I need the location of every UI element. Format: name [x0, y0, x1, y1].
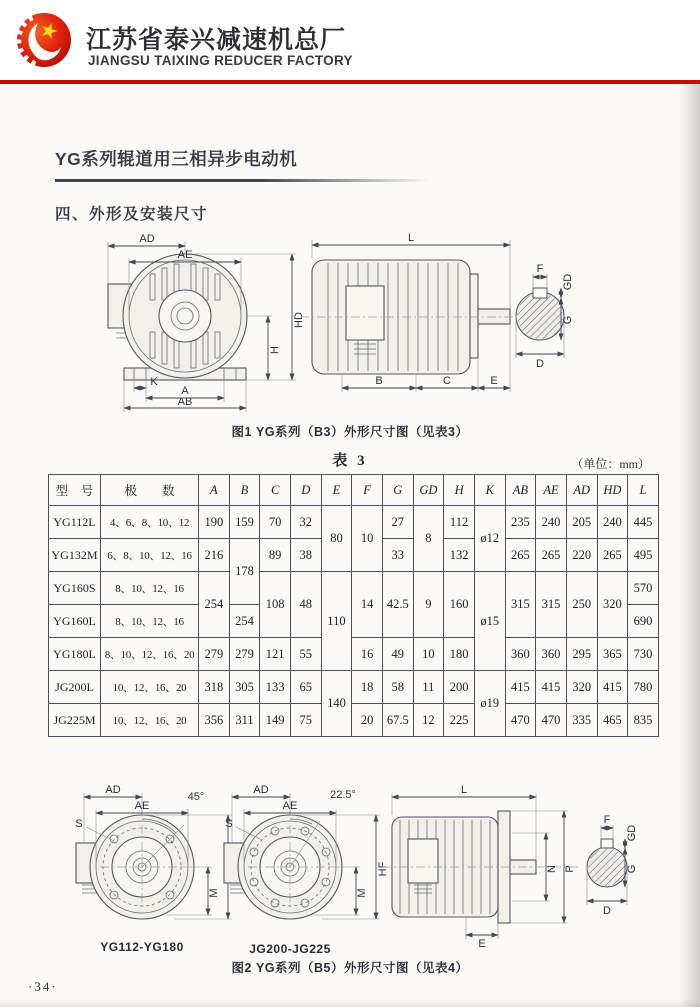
cell-model: YG132M: [49, 539, 101, 572]
cell: 320: [566, 671, 597, 704]
cell: 315: [505, 572, 536, 638]
cell-model: YG160S: [49, 572, 101, 605]
table-3-unit: （单位：mm）: [571, 457, 650, 471]
cell: 112: [444, 506, 475, 539]
cell-model: JG200L: [49, 671, 101, 704]
cell: 27: [382, 506, 413, 539]
dim-label-hf: HF: [377, 861, 389, 877]
cell: 20: [352, 704, 383, 737]
cell: 159: [229, 506, 260, 539]
figure-2: [50, 783, 650, 961]
dim-label-e: E: [478, 938, 486, 950]
cell: 470: [536, 704, 567, 737]
dim-label-h: H: [269, 346, 281, 354]
cell-poles: 4、6、8、10、12: [101, 506, 199, 539]
cell: 67.5: [382, 704, 413, 737]
fig1-shaft-section-drawing: [516, 263, 574, 370]
gear-star-logo: [12, 8, 76, 72]
dim-label-45deg: 45°: [187, 791, 205, 803]
dim-label-ad: AD: [105, 784, 121, 796]
cell: 835: [628, 704, 659, 737]
col-header-e: E: [321, 475, 352, 506]
table-row: [49, 572, 659, 605]
page-title: YG系列辊道用三相异步电动机: [55, 149, 298, 169]
cell: 132: [444, 539, 475, 572]
cell: 415: [597, 671, 628, 704]
dim-label-s: S: [225, 818, 233, 830]
cell: 495: [628, 539, 659, 572]
col-header-gd: GD: [413, 475, 444, 506]
cell: 121: [260, 638, 291, 671]
cell: 254: [199, 572, 230, 638]
cell: 205: [566, 506, 597, 539]
cell-poles: 10、12、16、20: [101, 704, 199, 737]
fig2-side-view-drawing: [382, 784, 578, 950]
cell: 55: [290, 638, 321, 671]
table-header-row: [49, 475, 659, 506]
cell: 89: [260, 539, 291, 572]
dim-label-ad: AD: [139, 233, 155, 245]
cell: 8: [413, 506, 444, 572]
dim-label-f: F: [536, 263, 544, 275]
cell: 311: [229, 704, 260, 737]
dim-label-g: G: [562, 315, 574, 325]
header-rule: [0, 80, 700, 84]
dim-label-d: D: [536, 358, 544, 370]
cell: 10: [352, 506, 383, 572]
cell: 58: [382, 671, 413, 704]
fig2-shaft-section-drawing: [587, 814, 638, 917]
dim-label-m: M: [208, 888, 220, 898]
cell: 65: [290, 671, 321, 704]
cell: ø15: [474, 572, 505, 671]
dim-label-f: F: [603, 814, 611, 826]
cell: 356: [199, 704, 230, 737]
scan-bottom-shadow: [0, 999, 700, 1007]
dim-label-a: A: [181, 385, 189, 397]
cell: 178: [229, 539, 260, 605]
figure-2-caption: 图2 YG系列（B5）外形尺寸图（见表4）: [231, 961, 469, 975]
cell: 38: [290, 539, 321, 572]
cell: 33: [382, 539, 413, 572]
cell: 80: [321, 506, 352, 572]
col-header-k: K: [474, 475, 505, 506]
cell: 320: [597, 572, 628, 638]
col-header-b: B: [229, 475, 260, 506]
cell: 570: [628, 572, 659, 605]
cell: 360: [536, 638, 567, 671]
cell-model: YG180L: [49, 638, 101, 671]
cell: 235: [505, 506, 536, 539]
cell: 730: [628, 638, 659, 671]
cell: 365: [597, 638, 628, 671]
dim-label-gd: GD: [562, 273, 574, 291]
dim-label-l: L: [407, 232, 415, 244]
cell: ø12: [474, 506, 505, 572]
cell: ø19: [474, 671, 505, 737]
dim-label-n: N: [546, 865, 558, 873]
dim-label-k: K: [150, 376, 158, 388]
cell: 140: [321, 671, 352, 737]
cell: 225: [444, 704, 475, 737]
cell-poles: 10、12、16、20: [101, 671, 199, 704]
cell-poles: 6、8、10、12、16: [101, 539, 199, 572]
cell: 160: [444, 572, 475, 638]
cell: 18: [352, 671, 383, 704]
dim-label-s: S: [75, 818, 83, 830]
cell: 32: [290, 506, 321, 539]
col-header-a: A: [199, 475, 230, 506]
cell: 318: [199, 671, 230, 704]
page-number: ·34·: [28, 979, 58, 994]
fig1-side-view-drawing: [300, 232, 520, 392]
cell: 265: [505, 539, 536, 572]
table-row: [49, 506, 659, 539]
cell-model: JG225M: [49, 704, 101, 737]
col-header-ad: AD: [566, 475, 597, 506]
dim-label-p: P: [564, 865, 576, 873]
dim-label-22.5deg: 22.5°: [330, 789, 356, 801]
cell: 108: [260, 572, 291, 638]
col-header-h: H: [444, 475, 475, 506]
col-header-f: F: [352, 475, 383, 506]
dim-label-g: G: [626, 864, 638, 874]
col-header-ae: AE: [536, 475, 567, 506]
cell-poles: 8、10、12、16、20: [101, 638, 199, 671]
cell: 415: [505, 671, 536, 704]
dim-label-hd: HD: [293, 312, 305, 328]
cell: 335: [566, 704, 597, 737]
col-header-l: L: [628, 475, 659, 506]
table-row: [49, 704, 659, 737]
cell: 49: [382, 638, 413, 671]
dim-label-ae: AE: [177, 249, 193, 261]
fig2-front-view-jg200: [224, 784, 389, 956]
cell: 216: [199, 539, 230, 572]
cell: 180: [444, 638, 475, 671]
dim-label-m: M: [356, 888, 368, 898]
cell: 279: [229, 638, 260, 671]
cell: 305: [229, 671, 260, 704]
cell: 295: [566, 638, 597, 671]
dim-label-l: L: [460, 784, 468, 796]
cell: 200: [444, 671, 475, 704]
table-3-title: 表 3: [332, 453, 368, 469]
dim-label-c: C: [443, 375, 451, 387]
cell: 279: [199, 638, 230, 671]
cell: 465: [597, 704, 628, 737]
cell: 445: [628, 506, 659, 539]
dim-label-b: B: [375, 375, 383, 387]
cell: 360: [505, 638, 536, 671]
fig1-front-view-drawing: [108, 233, 305, 412]
cell: 14: [352, 572, 383, 638]
cell: 9: [413, 572, 444, 638]
cell: 10: [413, 638, 444, 671]
cell-poles: 8、10、12、16: [101, 572, 199, 605]
dim-label-d: D: [603, 905, 611, 917]
cell: 240: [536, 506, 567, 539]
dim-label-ae: AE: [282, 800, 298, 812]
title-underline: [55, 179, 430, 182]
fig2-front-view-yg112: [75, 784, 241, 954]
cell-model: YG160L: [49, 605, 101, 638]
dim-label-e: E: [490, 375, 498, 387]
col-header-ab: AB: [505, 475, 536, 506]
col-header-hd: HD: [597, 475, 628, 506]
dim-label-gd: GD: [626, 824, 638, 842]
cell: 48: [290, 572, 321, 638]
cell: 133: [260, 671, 291, 704]
fig2-left-caption: YG112-YG180: [100, 940, 184, 954]
cell: 42.5: [382, 572, 413, 638]
cell: 254: [229, 605, 260, 638]
cell-poles: 8、10、12、16: [101, 605, 199, 638]
dim-label-ab: AB: [177, 396, 193, 408]
cell: 70: [260, 506, 291, 539]
cell: 16: [352, 638, 383, 671]
section-heading: 四、外形及安装尺寸: [55, 206, 209, 223]
cell-model: YG112L: [49, 506, 101, 539]
figure-1-caption: 图1 YG系列（B3）外形尺寸图（见表3）: [231, 425, 469, 439]
col-header-g: G: [382, 475, 413, 506]
cell: 12: [413, 704, 444, 737]
col-header-c: C: [260, 475, 291, 506]
scan-edge-shadow: [680, 84, 700, 1007]
cell: 265: [536, 539, 567, 572]
cell: 190: [199, 506, 230, 539]
fig2-right-caption: JG200-JG225: [249, 942, 331, 956]
table-3: [48, 474, 659, 737]
cell: 690: [628, 605, 659, 638]
dim-label-ae: AE: [134, 800, 150, 812]
col-header-poles: 极 数: [101, 475, 199, 506]
cell: 470: [505, 704, 536, 737]
col-header-model: 型 号: [49, 475, 101, 506]
dim-label-ad: AD: [253, 784, 269, 796]
col-header-d: D: [290, 475, 321, 506]
figure-1: [50, 230, 650, 412]
cell: 149: [260, 704, 291, 737]
cell: 415: [536, 671, 567, 704]
company-header: [0, 0, 700, 80]
cell: 315: [536, 572, 567, 638]
cell: 780: [628, 671, 659, 704]
cell: 110: [321, 572, 352, 671]
company-name-zh: 江苏省泰兴减速机总厂: [86, 26, 347, 54]
cell: 11: [413, 671, 444, 704]
cell: 75: [290, 704, 321, 737]
cell: 265: [597, 539, 628, 572]
table-row: [49, 671, 659, 704]
cell: 220: [566, 539, 597, 572]
cell: 250: [566, 572, 597, 638]
cell: 240: [597, 506, 628, 539]
table-row: [49, 638, 659, 671]
company-name-en: JIANGSU TAIXING REDUCER FACTORY: [88, 53, 353, 68]
